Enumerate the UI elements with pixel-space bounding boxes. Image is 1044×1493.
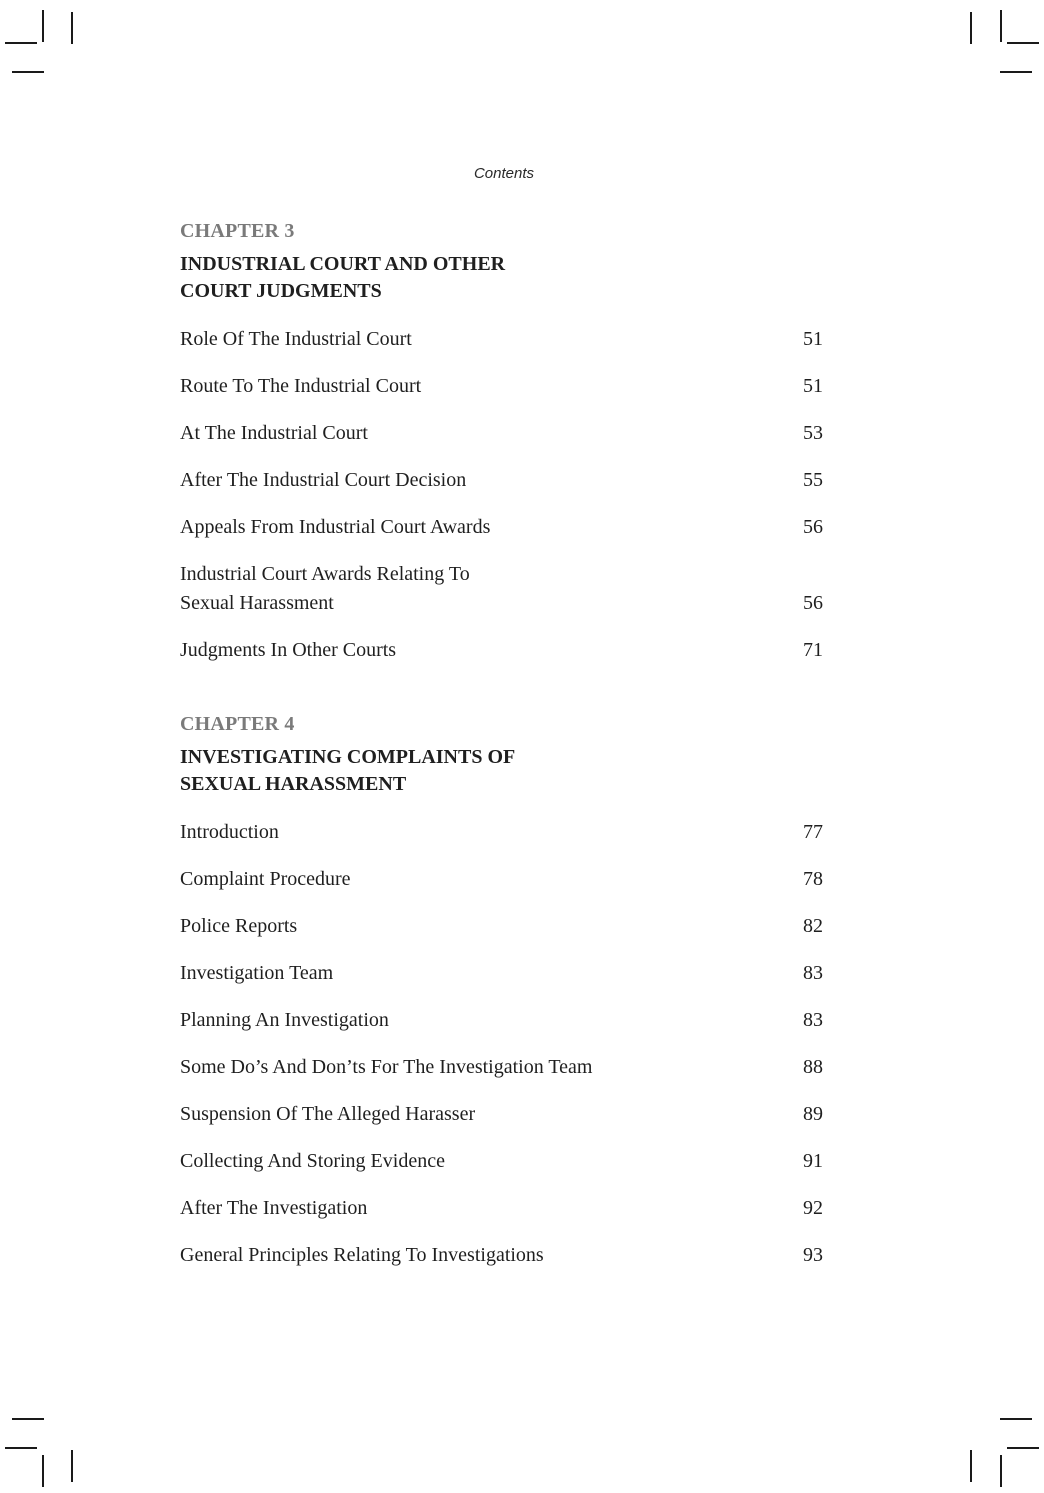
crop-mark-bottom-left-h [12,1418,44,1420]
toc-entry-page: 56 [803,516,823,538]
chapter-title-line: INDUSTRIAL COURT AND OTHER [180,253,506,275]
toc-entry-title: After The Industrial Court Decision [180,469,467,491]
toc-entry[interactable] [180,325,823,354]
toc-list [180,325,823,665]
toc-entry-title [180,560,540,618]
toc-entry[interactable] [180,636,823,665]
toc-entry-title: Route To The Industrial Court [180,375,422,397]
toc-entry-page: 83 [803,962,823,984]
toc-entry[interactable] [180,419,823,448]
toc-entry-page: 55 [803,469,823,491]
crop-mark-bottom-right-v [1000,1455,1002,1487]
toc-entry-title: Complaint Procedure [180,868,351,890]
crop-mark-top-right-h [1007,42,1039,44]
toc-list [180,818,823,1270]
toc-entry[interactable] [180,818,823,847]
toc-entry[interactable] [180,372,823,401]
toc-entry-title: General Principles Relating To Investigations [180,1244,544,1266]
chapter-title [180,744,600,798]
toc-entry-title-line: Sexual Harassment [180,592,334,614]
toc-entry-page: 91 [803,1150,823,1172]
toc-entry-page: 93 [803,1244,823,1266]
toc-entry-title: Introduction [180,821,279,843]
toc-entry[interactable] [180,1241,823,1270]
toc-entry-title: Collecting And Storing Evidence [180,1150,445,1172]
chapter-label: CHAPTER 3 [180,220,295,242]
toc-entry[interactable] [180,1053,823,1082]
crop-mark-top-left-h2 [12,71,44,73]
toc-entry-page: 77 [803,821,823,843]
toc-entry[interactable] [180,466,823,495]
chapter-title [180,251,600,305]
crop-mark-bottom-right-h2 [1007,1447,1039,1449]
toc-entry-title: Role Of The Industrial Court [180,328,412,350]
running-head: Contents [473,165,535,182]
toc-entry-page: 53 [803,422,823,444]
toc-entry-page: 78 [803,868,823,890]
crop-mark-bottom-left-v2 [71,1450,73,1482]
toc-entry-page: 83 [803,1009,823,1031]
toc-entry-title: At The Industrial Court [180,422,368,444]
crop-mark-bottom-left-v [42,1455,44,1487]
chapter-4 [180,711,823,1288]
toc-entry-page: 71 [803,639,823,661]
toc-entry[interactable] [180,513,823,542]
toc-entry-title: After The Investigation [180,1197,368,1219]
toc-entry[interactable] [180,865,823,894]
toc-entry-title-line: Industrial Court Awards Relating To [180,563,470,585]
toc-entry-title: Planning An Investigation [180,1009,389,1031]
chapter-title-line: COURT JUDGMENTS [180,280,382,302]
toc-entry-title: Suspension Of The Alleged Harasser [180,1103,476,1125]
toc-entry-page: 82 [803,915,823,937]
toc-entry[interactable] [180,1006,823,1035]
chapter-title-line: INVESTIGATING COMPLAINTS OF [180,746,516,768]
crop-mark-top-right-v [1000,10,1002,42]
toc-entry[interactable] [180,560,823,618]
crop-mark-bottom-right-h [1000,1418,1032,1420]
crop-mark-top-right-v2 [970,12,972,44]
toc-entry[interactable] [180,959,823,988]
toc-entry-title: Some Do’s And Don’ts For The Investigation Team [180,1056,593,1078]
toc-entry-page: 56 [803,592,823,614]
crop-mark-top-right-h2 [1000,71,1032,73]
crop-mark-bottom-right-v2 [970,1450,972,1482]
toc-entry[interactable] [180,1147,823,1176]
crop-mark-top-left-h [5,42,37,44]
chapter-title-line: SEXUAL HARASSMENT [180,773,407,795]
toc-entry-title: Appeals From Industrial Court Awards [180,516,491,538]
toc-entry-page: 88 [803,1056,823,1078]
toc-entry[interactable] [180,1100,823,1129]
toc-entry[interactable] [180,1194,823,1223]
chapter-label: CHAPTER 4 [180,713,295,735]
chapter-3 [180,218,823,683]
toc-entry-page: 51 [803,375,823,397]
toc-entry-page: 89 [803,1103,823,1125]
toc-entry-title: Police Reports [180,915,298,937]
toc-entry-page: 92 [803,1197,823,1219]
crop-mark-bottom-left-h2 [5,1447,37,1449]
crop-mark-top-left-v [42,10,44,42]
crop-mark-top-left-v2 [71,12,73,44]
toc-entry-page: 51 [803,328,823,350]
toc-entry-title: Judgments In Other Courts [180,639,397,661]
toc-entry[interactable] [180,912,823,941]
toc-entry-title: Investigation Team [180,962,334,984]
